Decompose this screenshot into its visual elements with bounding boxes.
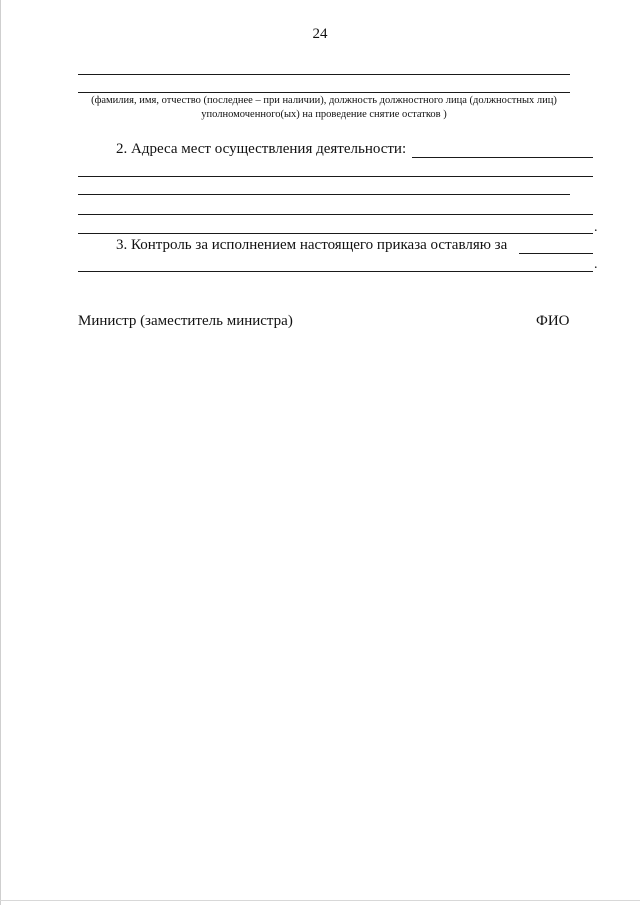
caption-line-2: уполномоченного(ых) на проведение снятие остатков ) [201, 109, 447, 120]
addresses-line-2[interactable] [78, 194, 570, 195]
control-line-inline[interactable] [519, 253, 593, 254]
signatory-position: Министр (заместитель министра) [78, 313, 293, 329]
addresses-line-1[interactable] [78, 176, 593, 177]
official-caption [78, 94, 570, 122]
caption-line-1: (фамилия, имя, отчество (последнее – при наличии), должность должностного лица (должностных лиц) [91, 95, 557, 106]
scan-bottom-edge [0, 900, 640, 901]
scan-edge [0, 0, 1, 905]
addresses-label: 2. Адреса мест осуществления деятельности: [116, 141, 407, 157]
control-end-mark: . [594, 257, 598, 272]
control-label: 3. Контроль за исполнением настоящего приказа оставляю за [116, 237, 508, 253]
control-line-1[interactable] [78, 271, 593, 272]
addresses-line-4[interactable] [78, 233, 593, 234]
addresses-line-3[interactable] [78, 214, 593, 215]
page-number: 24 [312, 26, 328, 42]
addresses-end-mark: . [594, 220, 598, 235]
official-name-line-2[interactable] [78, 92, 570, 93]
addresses-line-inline[interactable] [412, 157, 593, 158]
signatory-name: ФИО [536, 313, 570, 329]
official-name-line-1[interactable] [78, 74, 570, 75]
